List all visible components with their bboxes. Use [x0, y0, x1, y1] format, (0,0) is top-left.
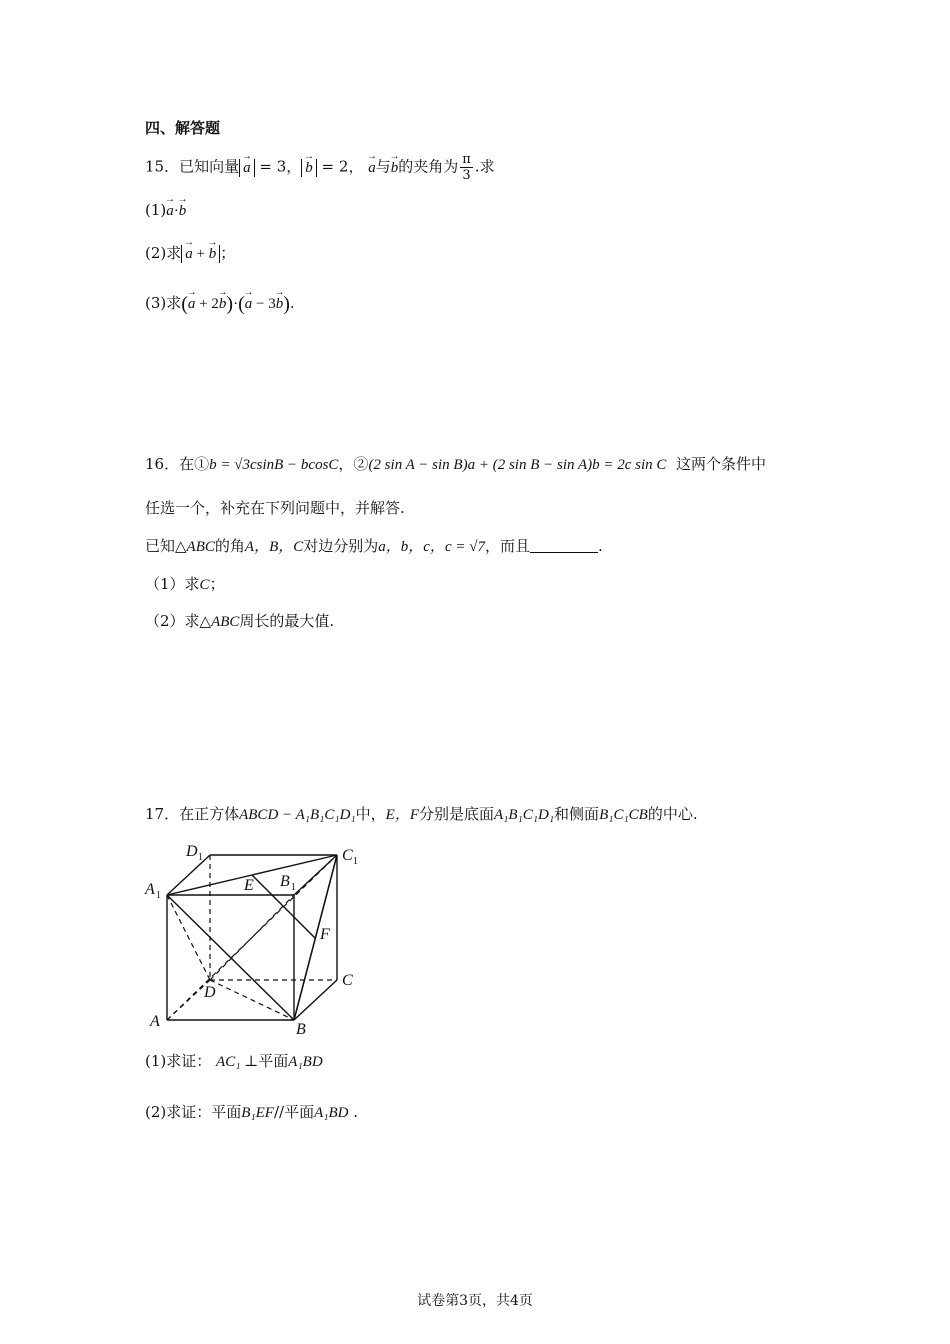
q17-p1-math: AC₁ ⊥: [216, 1054, 259, 1070]
q17-p1-plane: 平面: [258, 1052, 289, 1070]
q15-prefix: 已知向量: [179, 157, 240, 176]
q17-p2-label: (2)求证：平面: [145, 1103, 242, 1121]
q17-p2-plane: 平面: [284, 1103, 315, 1121]
q16-sides: a，b，c，: [378, 539, 445, 555]
q17-cube: ABCD − A₁B₁C₁D₁: [239, 807, 356, 823]
abs-a: → a: [239, 159, 255, 177]
label-a: A: [150, 1013, 160, 1030]
diag-db: [210, 980, 294, 1020]
q16-l3-end: .: [597, 537, 603, 555]
q16-p2-tri: △ABC: [199, 614, 240, 630]
vec-b: → b: [391, 157, 399, 179]
q16-l3-mid2: 对边分别为: [303, 537, 379, 555]
label-a1: A: [145, 881, 155, 898]
q16-p1-end: ；: [209, 575, 225, 593]
edge-a1d1: [167, 855, 210, 895]
q16-c-value: c = √7: [444, 539, 485, 555]
q17-p2-end: .: [353, 1103, 359, 1121]
q17-part2: [145, 1101, 358, 1124]
q15-part3: (3)求(→ a + 2→ b)·(→ a − 3→ b).: [145, 292, 295, 315]
label-d1: D: [186, 843, 198, 860]
q16-part2: [145, 610, 334, 633]
q17-b: 中，: [355, 805, 386, 823]
cube-figure: [140, 838, 370, 1038]
q17-a: 在正方体: [179, 805, 240, 823]
q17-p1-label: (1)求证：: [145, 1052, 212, 1070]
q15-p3-suffix: .: [289, 294, 295, 312]
q17-p2-parallel: //: [273, 1103, 285, 1121]
q17-e: 的中心.: [647, 805, 698, 823]
page-footer: 试卷第3页，共4页: [417, 1293, 533, 1309]
q16-line2: 任选一个，补充在下列问题中，并解答.: [145, 499, 405, 517]
q16-condition-1: b = √3csinB − bcosC: [209, 457, 339, 473]
vec-a: → a: [368, 157, 376, 179]
q16-number: 16．: [145, 455, 180, 473]
q16-suffix: 这两个条件中: [675, 455, 766, 473]
label-e: E: [244, 877, 254, 894]
q15-stem: 15．已知向量→ a = 3，→ b = 2， → a与→ b的夹角为 $\frac{\pi}{3}$ .求: [145, 152, 495, 183]
q16-p2-label: （2）求: [145, 612, 200, 630]
label-d1-sub: 1: [198, 852, 203, 863]
q16-l3-prefix: 已知: [145, 537, 176, 555]
q17-ef: E，F: [385, 807, 419, 823]
edge-bc: [294, 980, 337, 1020]
q16-angles: A，B，C: [244, 539, 304, 555]
q15-number: 15．: [145, 157, 180, 176]
q15-a-abs: 3: [276, 157, 287, 176]
q17-base: A₁B₁C₁D₁: [494, 807, 555, 823]
q15-b-abs: 2: [338, 157, 349, 176]
q15-p2-suffix: ；: [220, 244, 236, 262]
label-c1: C: [342, 847, 353, 864]
label-c: C: [342, 972, 353, 989]
q16-blank[interactable]: [530, 537, 598, 553]
label-f: F: [320, 926, 330, 943]
diag-a1d: [167, 895, 210, 980]
section-title: 四、解答题: [145, 119, 221, 137]
abs-b: → b: [301, 159, 317, 177]
q16-part1: [145, 573, 225, 596]
q16-line1: [145, 453, 766, 476]
q15-part2: (2)求→ a + → b ；: [145, 242, 235, 264]
label-b1: B: [280, 873, 290, 890]
q16-l3-suffix: ，而且: [484, 537, 530, 555]
q16-p1-label: （1）求: [145, 575, 200, 593]
frac-pi-3: $\frac{\pi}{3}$: [462, 152, 471, 183]
q16-triangle: △ABC: [175, 539, 215, 555]
q16-condition-2: (2 sin A − sin B)a + (2 sin B − sin A)b = 2c sin C: [368, 457, 667, 473]
q17-c: 分别是底面: [419, 805, 495, 823]
q15-part1: (1)→ a·→ b: [145, 199, 186, 222]
q16-p1-var: C: [199, 577, 210, 593]
q16-l3-mid: 的角: [214, 537, 245, 555]
q15-and: 与: [375, 157, 391, 176]
q17-stem: [145, 803, 698, 826]
q15-angle-text: 的夹角为: [398, 157, 459, 176]
q15-p1-label: (1): [145, 201, 167, 219]
q17-d: 和侧面: [554, 805, 600, 823]
label-a1-sub: 1: [156, 890, 161, 901]
q16-line3: [145, 535, 603, 558]
q16-prefix: 在①: [179, 455, 210, 473]
line-c1b: [294, 855, 337, 1020]
q16-sep: ，②: [338, 455, 369, 473]
q17-p2-target: A₁BD: [314, 1105, 349, 1121]
q17-p1-target: A₁BD: [288, 1054, 323, 1070]
label-c1-sub: 1: [353, 856, 358, 867]
q16-p2-end: 周长的最大值.: [239, 612, 335, 630]
q15-p3-label: (3)求: [145, 294, 182, 312]
q17-number: 17．: [145, 805, 180, 823]
label-b: B: [296, 1021, 306, 1038]
q17-part1: [145, 1050, 323, 1073]
q15-p2-label: (2)求: [145, 244, 182, 262]
label-d: D: [204, 984, 216, 1001]
label-b1-sub: 1: [291, 882, 296, 893]
q15-suffix: .求: [474, 157, 495, 176]
q17-side: B₁C₁CB: [599, 807, 648, 823]
q17-p2-math: B₁EF: [241, 1105, 274, 1121]
